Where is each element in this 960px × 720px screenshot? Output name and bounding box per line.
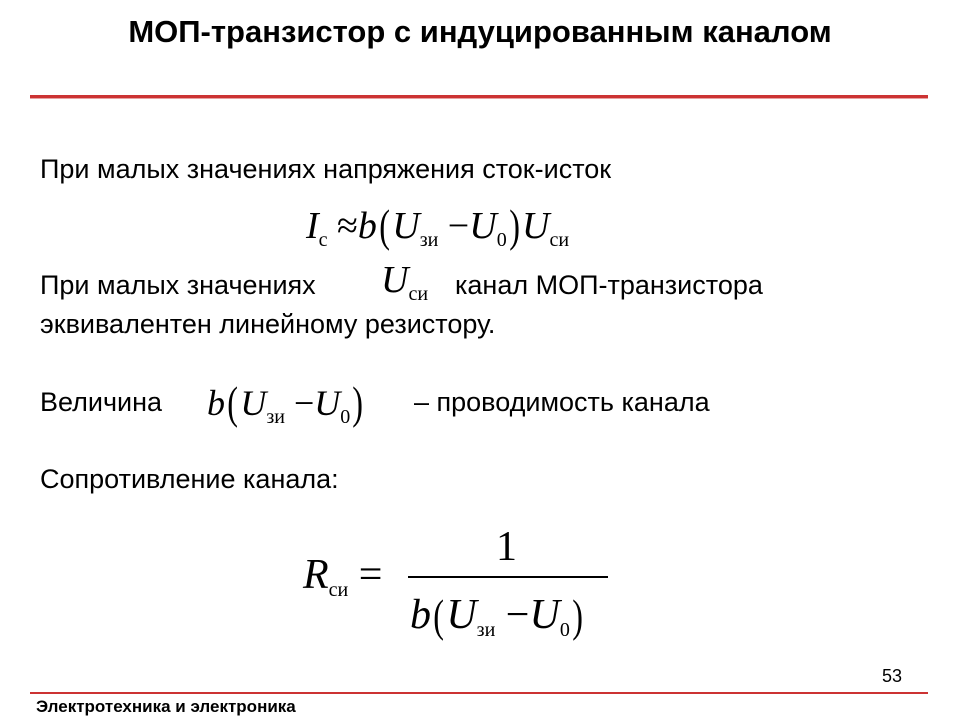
formula1-I: I [306, 205, 319, 247]
formula3-lparen: ( [433, 590, 445, 641]
formula2-rparen: ) [352, 377, 364, 428]
formula1-I-sub: с [318, 229, 328, 251]
formula1-lparen: ( [379, 200, 390, 251]
formula1-b: b [357, 205, 377, 247]
text-line-4-part-2: – проводимость канала [414, 387, 710, 417]
text-line-4-part-1: Величина [40, 387, 163, 417]
formula1-U2-sub: 0 [496, 229, 507, 251]
formula-conductance [207, 373, 366, 426]
formula1-U1: U [392, 205, 420, 247]
formula-drain-current [306, 196, 569, 249]
formula3-U2-sub: 0 [559, 619, 570, 641]
text-line-1: При малых значениях напряжения сток-исток [40, 154, 612, 184]
title-divider-shadow [30, 98, 928, 99]
formula3-U1: U [446, 592, 477, 638]
text-line-2-part-1: При малых значениях [40, 270, 316, 300]
text-line-3: эквивалентен линейному резистору. [40, 309, 496, 339]
formula3-b: b [410, 592, 431, 638]
formula2-minus: − [293, 383, 315, 423]
text-line-5: Сопротивление канала: [40, 464, 339, 494]
formula1-rparen: ) [508, 200, 520, 251]
formula3-U1-sub: зи [476, 619, 496, 641]
formula2-lparen: ( [227, 377, 239, 428]
formula1-approx: ≈ [337, 205, 358, 247]
inline-U: U [381, 259, 409, 301]
formula3-U2: U [529, 592, 560, 638]
formula2-b: b [207, 383, 225, 423]
formula3-lhs [303, 551, 382, 599]
formula3-R: R [303, 552, 329, 598]
formula3-minus: − [505, 592, 530, 638]
formula2-U1: U [240, 383, 267, 423]
formula1-U2: U [469, 205, 497, 247]
formula1-U3: U [522, 205, 550, 247]
inline-U-sub: си [408, 283, 429, 305]
formula3-numerator: 1 [496, 524, 517, 570]
page-number: 53 [881, 666, 902, 686]
formula3-denominator [410, 586, 585, 639]
slide-title: МОП-транзистор с индуцированным каналом [128, 14, 832, 49]
formula3-eq: = [358, 552, 383, 598]
inline-math-U-si [381, 258, 429, 305]
formula3-R-sub: си [328, 579, 349, 601]
formula2-U2-sub: 0 [340, 406, 351, 428]
formula1-U3-sub: си [549, 229, 570, 251]
formula2-U2: U [314, 383, 341, 423]
formula2-U1-sub: зи [266, 406, 285, 428]
footer-course-title: Электротехника и электроника [36, 697, 296, 716]
formula3-fraction-bar [408, 576, 608, 578]
footer-divider [30, 692, 928, 694]
formula1-minus: − [447, 205, 470, 247]
formula3-rparen: ) [572, 590, 583, 641]
formula1-U1-sub: зи [419, 229, 439, 251]
text-line-2-part-2: канал МОП-транзистора [455, 270, 763, 300]
